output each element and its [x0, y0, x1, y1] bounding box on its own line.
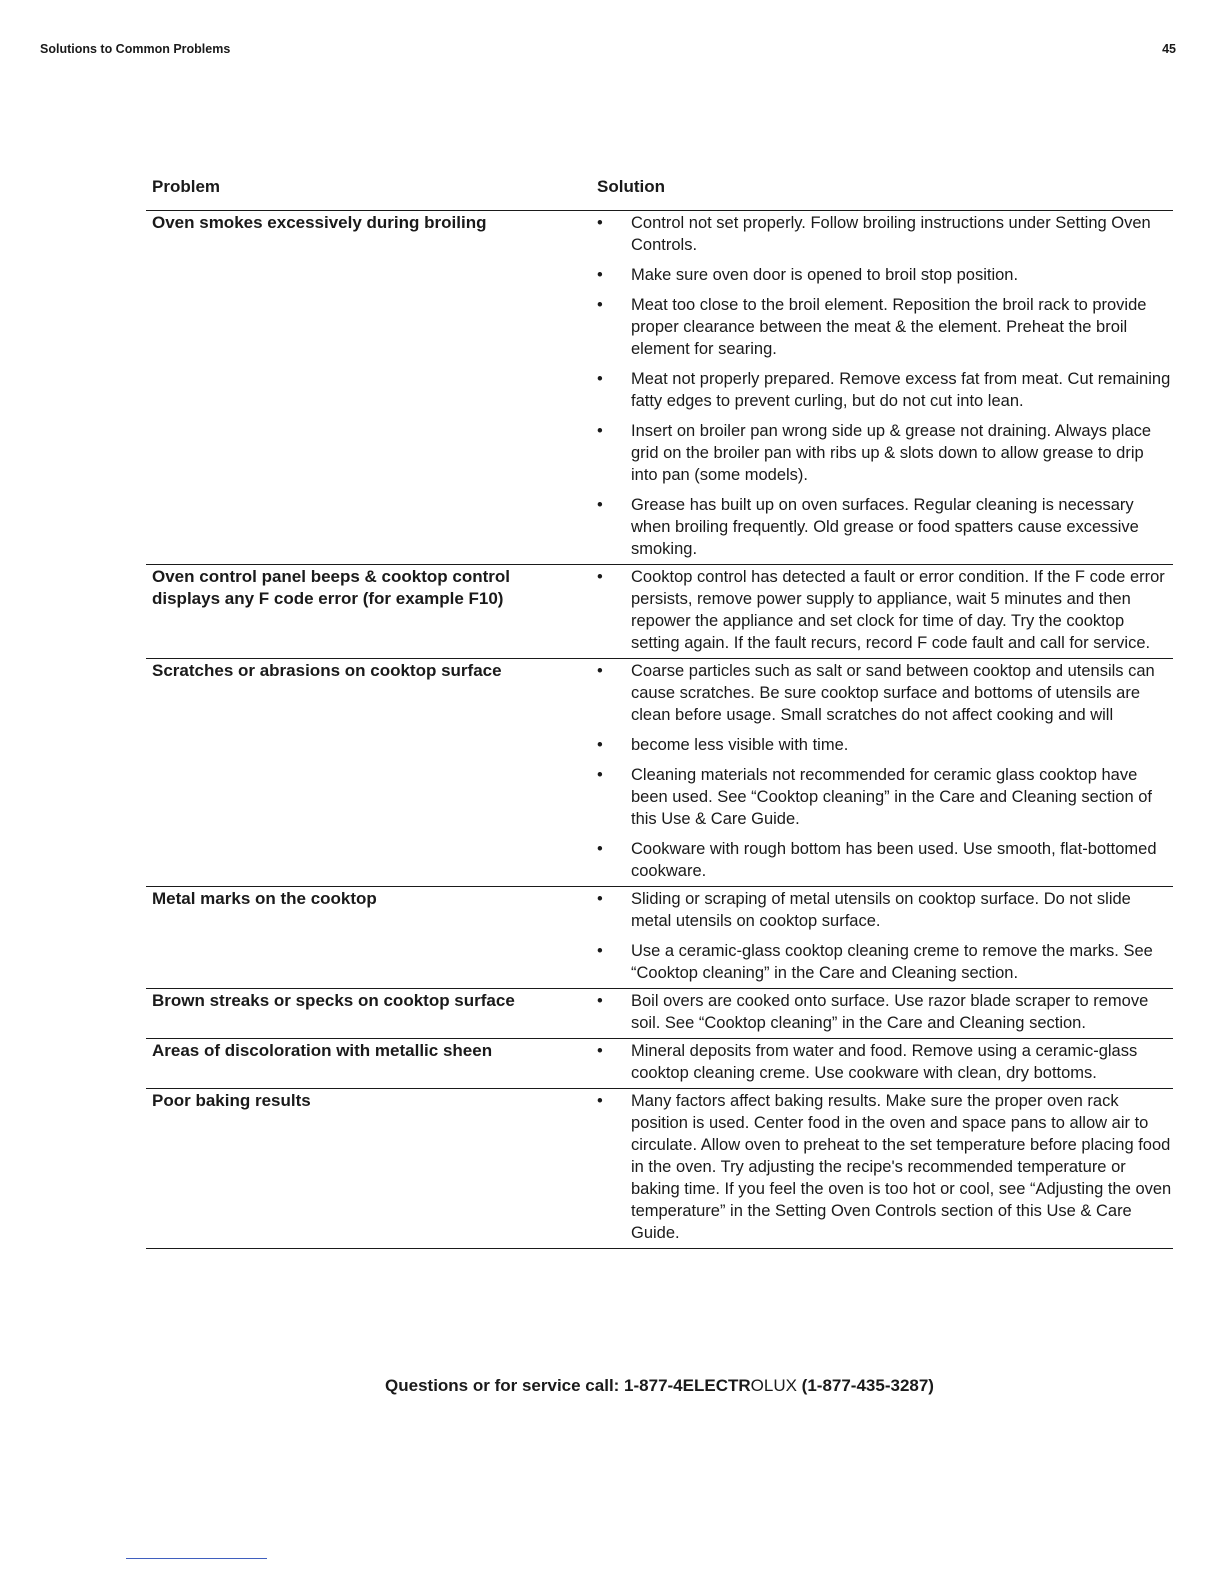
solution-text: Mineral deposits from water and food. Remove using a ceramic-glass cooktop cleaning creme. Use cookware with clean, dry bottoms.: [631, 1042, 1138, 1082]
bullet-icon: •: [597, 1042, 603, 1060]
table-row: [146, 565, 1173, 659]
solution-item: [597, 294, 1173, 360]
solution-text: become less visible with time.: [631, 736, 849, 754]
solution-column-header: Solution: [597, 177, 665, 196]
solution-item: [597, 990, 1173, 1034]
footer-prefix: Questions or for service call: 1-877-4ELECTR: [385, 1376, 751, 1395]
solution-item: [597, 368, 1173, 412]
problem-column-header: Problem: [152, 177, 221, 196]
footer-brand-light: OLUX: [750, 1376, 797, 1395]
service-call-footer: [146, 1376, 1173, 1396]
page-number: 45: [1162, 42, 1176, 56]
problem-cell: Oven smokes excessively during broiling: [152, 213, 487, 232]
solution-item: [597, 264, 1173, 286]
bullet-icon: •: [597, 370, 603, 388]
bullet-icon: •: [597, 496, 603, 514]
solution-text: Make sure oven door is opened to broil stop position.: [631, 266, 1019, 284]
solution-text: Use a ceramic-glass cooktop cleaning creme to remove the marks. See “Cooktop cleaning” in the Care and Cleaning section.: [631, 942, 1153, 982]
table-row: [146, 1089, 1173, 1249]
solution-text: Grease has built up on oven surfaces. Regular cleaning is necessary when broiling frequently. Old grease or food spatters cause excessive smoking.: [631, 496, 1139, 558]
solution-list: [146, 1090, 1173, 1244]
bullet-icon: •: [597, 266, 603, 284]
problem-cell: Brown streaks or specks on cooktop surface: [152, 991, 515, 1010]
table-row: [146, 887, 1173, 989]
bullet-icon: •: [597, 422, 603, 440]
bullet-icon: •: [597, 992, 603, 1010]
bullet-icon: •: [597, 662, 603, 680]
page-bottom-rule: [126, 1558, 267, 1559]
solution-text: Meat not properly prepared. Remove excess fat from meat. Cut remaining fatty edges to prevent curling, but do not cut into lean.: [631, 370, 1171, 410]
problem-cell: Poor baking results: [152, 1091, 311, 1110]
solution-text: Cookware with rough bottom has been used. Use smooth, flat-bottomed cookware.: [631, 840, 1157, 880]
solution-item: [597, 420, 1173, 486]
section-title: Solutions to Common Problems: [40, 42, 231, 56]
problem-cell: Oven control panel beeps & cooktop control displays any F code error (for example F10): [152, 567, 510, 608]
solution-item: [597, 1090, 1173, 1244]
bullet-icon: •: [597, 568, 603, 586]
problem-cell: Metal marks on the cooktop: [152, 889, 377, 908]
table-row: [146, 659, 1173, 887]
bullet-icon: •: [597, 766, 603, 784]
solution-text: Control not set properly. Follow broiling instructions under Setting Oven Controls.: [631, 214, 1151, 254]
table-row: [146, 1039, 1173, 1089]
solution-text: Many factors affect baking results. Make sure the proper oven rack position is used. Center food in the oven and space pans to allow air to circulate. Allow oven to preheat to the set temperature before placing food in the oven. Try adjusting the recipe's recommended temperature or baking time. If you feel the oven is too hot or cool, see “Adjusting the oven temperature” in the Setting Oven Controls section of this Use & Care Guide.: [631, 1092, 1172, 1242]
bullet-icon: •: [597, 214, 603, 232]
footer-suffix: (1-877-435-3287): [796, 1376, 934, 1395]
bullet-icon: •: [597, 840, 603, 858]
solution-text: Coarse particles such as salt or sand between cooktop and utensils can cause scratches. Be sure cooktop surface and bottoms of utensils are clean before usage. Small scratches do not affect cooking and will: [631, 662, 1155, 724]
table-body: [146, 211, 1173, 1249]
solution-text: Cooktop control has detected a fault or error condition. If the F code error persists, remove power supply to appliance, wait 5 minutes and then repower the appliance and set clock for time of day. Try the cooktop setting again. If the fault recurs, record F code fault and call for service.: [631, 568, 1165, 652]
bullet-icon: •: [597, 736, 603, 754]
table-header: [146, 177, 1173, 211]
solution-item: [597, 764, 1173, 830]
solution-item: [597, 940, 1173, 984]
table-row: [146, 989, 1173, 1039]
solution-text: Sliding or scraping of metal utensils on cooktop surface. Do not slide metal utensils on cooktop surface.: [631, 890, 1131, 930]
bullet-icon: •: [597, 296, 603, 314]
solution-item: [597, 212, 1173, 256]
solution-item: [597, 494, 1173, 560]
solution-text: Meat too close to the broil element. Reposition the broil rack to provide proper clearance between the meat & the element. Preheat the broil element for searing.: [631, 296, 1147, 358]
solution-list: [146, 212, 1173, 560]
solution-item: [597, 566, 1173, 654]
troubleshooting-table: [146, 177, 1173, 1249]
solution-text: Insert on broiler pan wrong side up & grease not draining. Always place grid on the broiler pan with ribs up & slots down to allow grease to drip into pan (some models).: [631, 422, 1152, 484]
solution-list: [146, 660, 1173, 882]
problem-cell: Scratches or abrasions on cooktop surface: [152, 661, 502, 680]
solution-item: [597, 1040, 1173, 1084]
problem-cell: Areas of discoloration with metallic sheen: [152, 1041, 493, 1060]
table-row: [146, 211, 1173, 565]
solution-text: Boil overs are cooked onto surface. Use razor blade scraper to remove soil. See “Cooktop cleaning” in the Care and Cleaning section.: [631, 992, 1149, 1032]
bullet-icon: •: [597, 1092, 603, 1110]
bullet-icon: •: [597, 890, 603, 908]
bullet-icon: •: [597, 942, 603, 960]
solution-item: [597, 734, 1173, 756]
solution-item: [597, 888, 1173, 932]
solution-text: Cleaning materials not recommended for ceramic glass cooktop have been used. See “Cooktop cleaning” in the Care and Cleaning section of this Use & Care Guide.: [631, 766, 1153, 828]
solution-item: [597, 838, 1173, 882]
solution-item: [597, 660, 1173, 726]
